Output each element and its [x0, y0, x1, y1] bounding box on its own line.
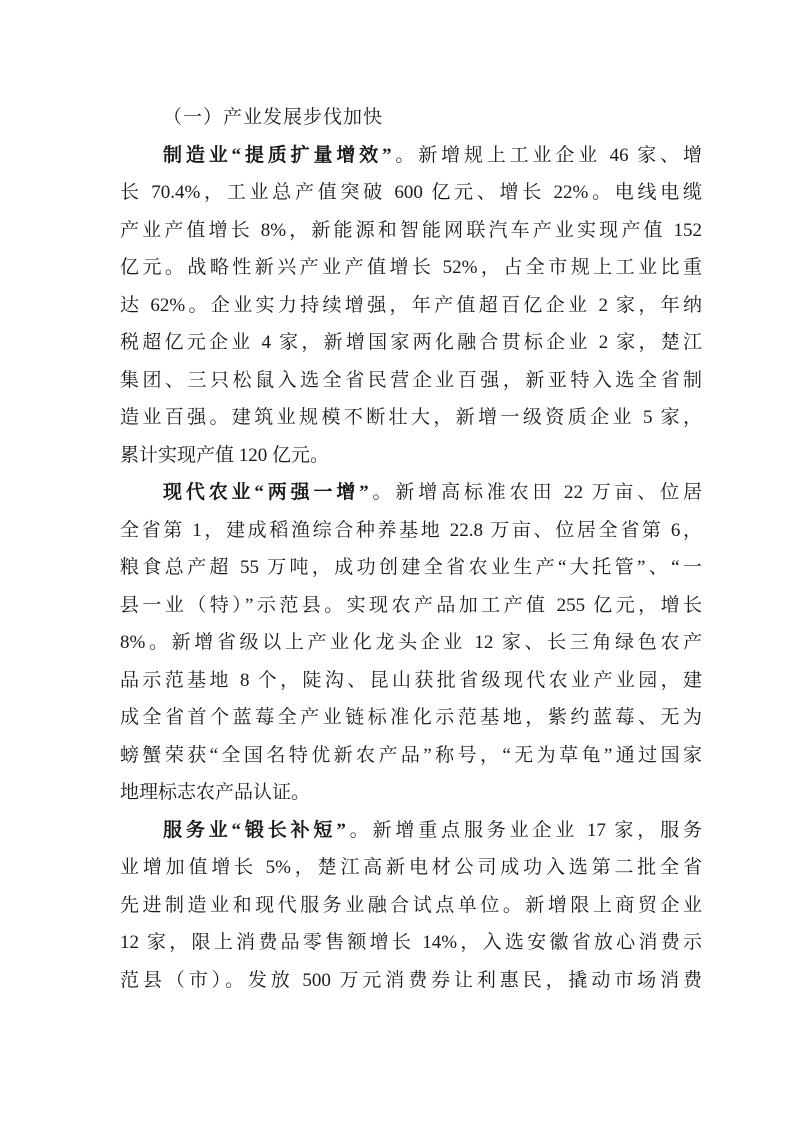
- paragraph-first-line: [120, 474, 702, 512]
- paragraph-line: 长 70.4%，工业总产值突破 600 亿元、增长 22%。电线电缆: [120, 182, 702, 203]
- paragraph-line: 造业百强。建筑业规模不断壮大，新增一级资质企业 5 家，: [120, 407, 702, 428]
- paragraph-text: 。新增重点服务业企业 17 家，服务: [345, 819, 702, 841]
- paragraph-line: 税超亿元企业 4 家，新增国家两化融合贯标企业 2 家，楚江: [120, 332, 702, 353]
- paragraph-lead: 服务业“锻长补短”: [163, 819, 346, 841]
- paragraph-line: 12 家，限上消费品零售额增长 14%，入选安徽省放心消费示: [120, 932, 702, 953]
- paragraph-line: 集团、三只松鼠入选全省民营企业百强，新亚特入选全省制: [120, 369, 702, 391]
- paragraph-line: 粮食总产超 55 万吨，成功创建全省农业生产“大托管”、“一: [120, 557, 702, 578]
- paragraph-line: 业增加值增长 5%，楚江高新电材公司成功入选第二批全省: [120, 857, 702, 878]
- paragraph-text: 。新增高标准农田 22 万亩、位居: [368, 482, 702, 503]
- paragraph-first-line: [120, 812, 702, 850]
- paragraph-lead: 现代农业“两强一增”: [163, 482, 369, 503]
- section-heading: （一）产业发展步伐加快: [163, 107, 384, 128]
- paragraph-text: 。新增规上工业企业 46 家、增: [391, 144, 702, 166]
- paragraph-line: 产业产值增长 8%，新能源和智能网联汽车产业实现产值 152: [120, 219, 702, 241]
- paragraph-line: 成全省首个蓝莓全产业链标准化示范基地，紫约蓝莓、无为: [120, 707, 702, 728]
- paragraph-line: 亿元。战略性新兴产业产值增长 52%，占全市规上工业比重: [120, 257, 702, 278]
- paragraph-line: 螃蟹荣获“全国名特优新农产品”称号，“无为草龟”通过国家: [120, 744, 702, 766]
- paragraph-first-line: [120, 137, 702, 175]
- paragraph-line: 范县（市）。发放 500 万元消费券让利惠民，撬动市场消费: [120, 969, 702, 991]
- paragraph-line: 8%。新增省级以上产业化龙头企业 12 家、长三角绿色农产: [120, 632, 702, 653]
- paragraph-line: 品示范基地 8 个，陡沟、昆山获批省级现代农业产业园，建: [120, 669, 702, 691]
- paragraphs: [120, 137, 702, 1000]
- paragraph-line: 全省第 1，建成稻渔综合种养基地 22.8 万亩、位居全省第 6，: [120, 519, 702, 541]
- paragraph-lead: 制造业“提质扩量增效”: [163, 144, 392, 166]
- paragraph-line: 达 62%。企业实力持续增强，年产值超百亿企业 2 家，年纳: [120, 294, 702, 316]
- document-page: [120, 99, 702, 999]
- paragraph-line: 先进制造业和现代服务业融合试点单位。新增限上商贸企业: [120, 894, 702, 916]
- paragraph-line: 累计实现产值 120 亿元。: [120, 444, 330, 466]
- paragraph-line: 地理标志农产品认证。: [120, 782, 311, 803]
- paragraph-line: 县一业（特）”示范县。实现农产品加工产值 255 亿元，增长: [120, 594, 702, 616]
